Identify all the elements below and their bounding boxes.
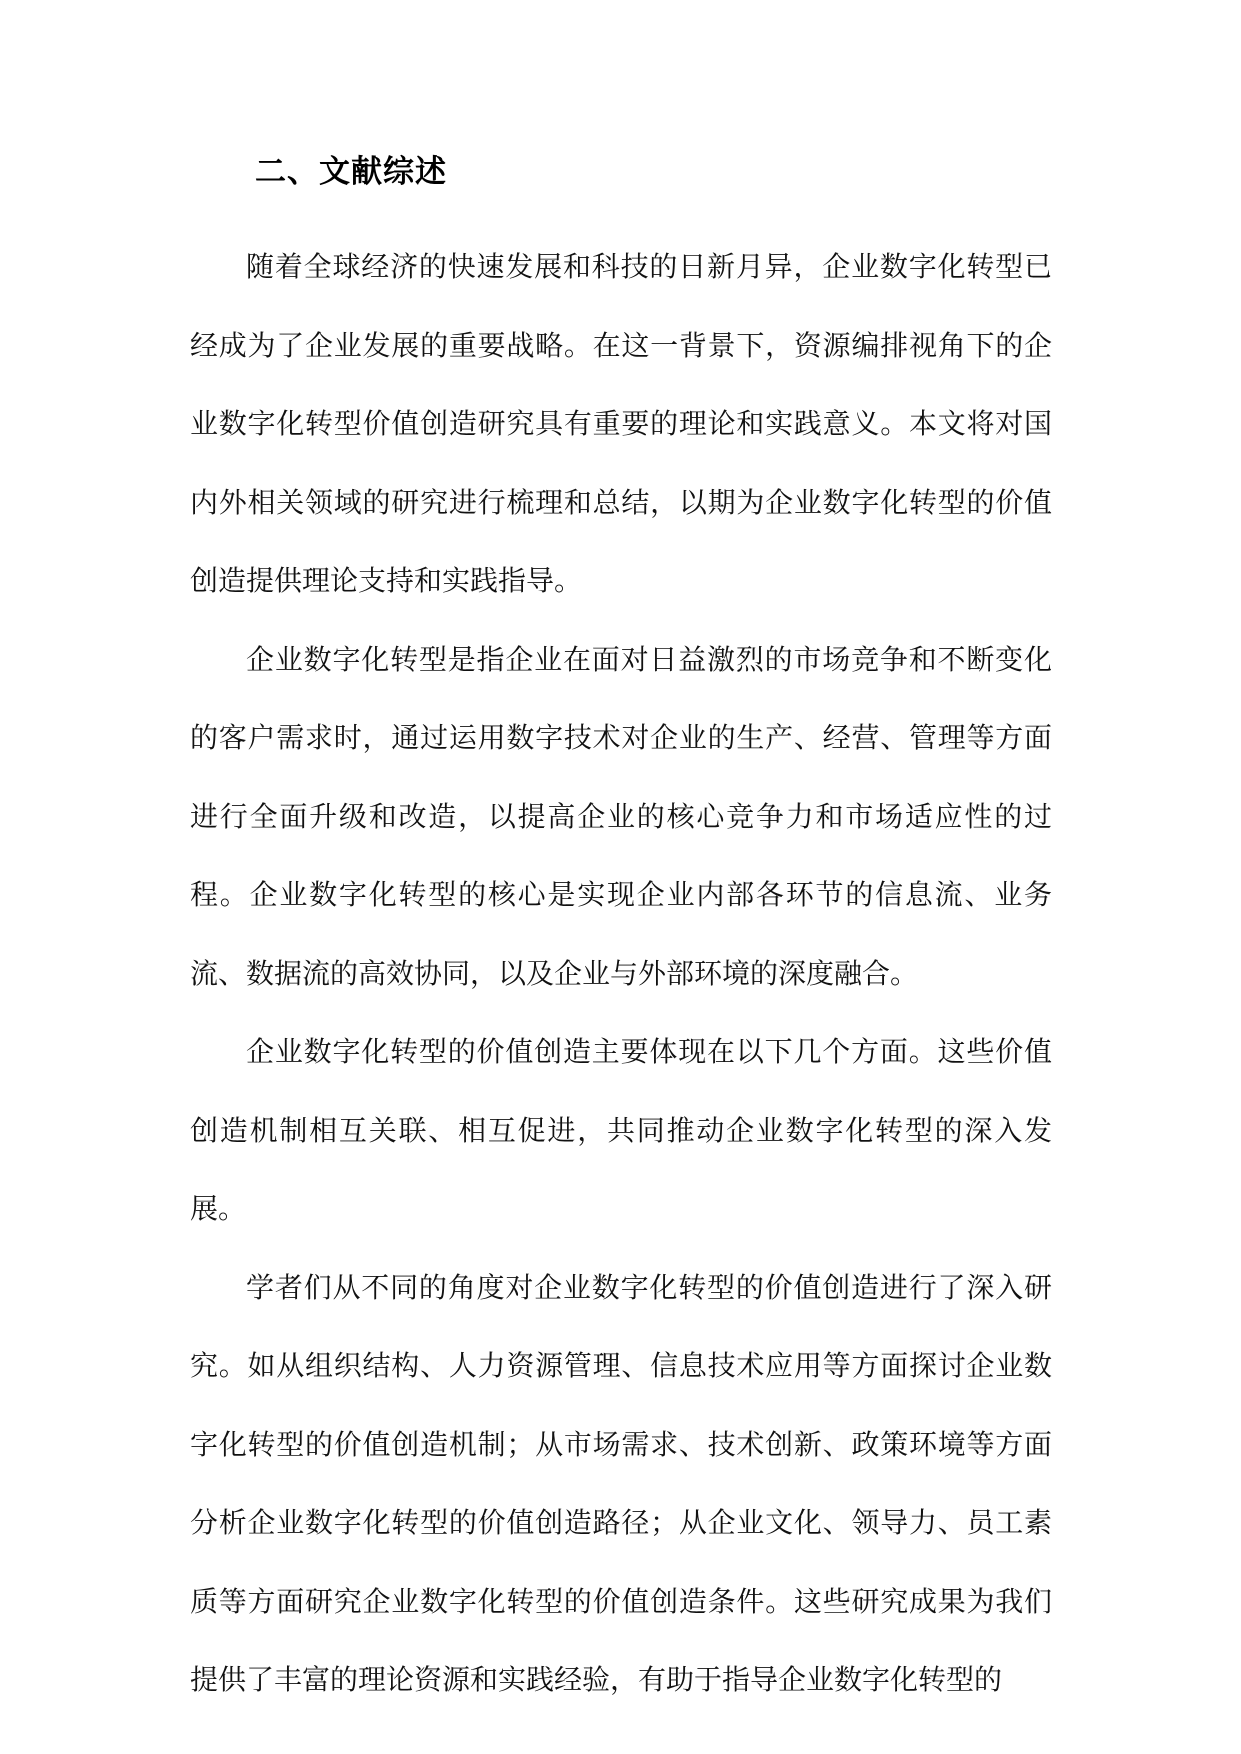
paragraph: 随着全球经济的快速发展和科技的日新月异，企业数字化转型已经成为了企业发展的重要战略。在这一背景下，资源编排视角下的企业数字化转型价值创造研究具有重要的理论和实践意义。本文将对国内外相关领域的研究进行梳理和总结，以期为企业数字化转型的价值创造提供理论支持和实践指导。 bbox=[190, 250, 1052, 597]
paragraph: 学者们从不同的角度对企业数字化转型的价值创造进行了深入研究。如从组织结构、人力资源管理、信息技术应用等方面探讨企业数字化转型的价值创造机制；从市场需求、技术创新、政策环境等方面分析企业数字化转型的价值创造路径；从企业文化、领导力、员工素质等方面研究企业数字化转型的价值创造条件。这些研究成果为我们提供了丰富的理论资源和实践经验，有助于指导企业数字化转型的 bbox=[190, 1270, 1052, 1696]
document-body bbox=[190, 228, 1052, 1720]
paragraph: 企业数字化转型的价值创造主要体现在以下几个方面。这些价值创造机制相互关联、相互促进，共同推动企业数字化转型的深入发展。 bbox=[190, 1035, 1052, 1225]
paragraph: 企业数字化转型是指企业在面对日益激烈的市场竞争和不断变化的客户需求时，通过运用数字技术对企业的生产、经营、管理等方面进行全面升级和改造，以提高企业的核心竞争力和市场适应性的过程。企业数字化转型的核心是实现企业内部各环节的信息流、业务流、数据流的高效协同，以及企业与外部环境的深度融合。 bbox=[190, 642, 1052, 990]
section-heading: 二、文献综述 bbox=[255, 154, 447, 190]
